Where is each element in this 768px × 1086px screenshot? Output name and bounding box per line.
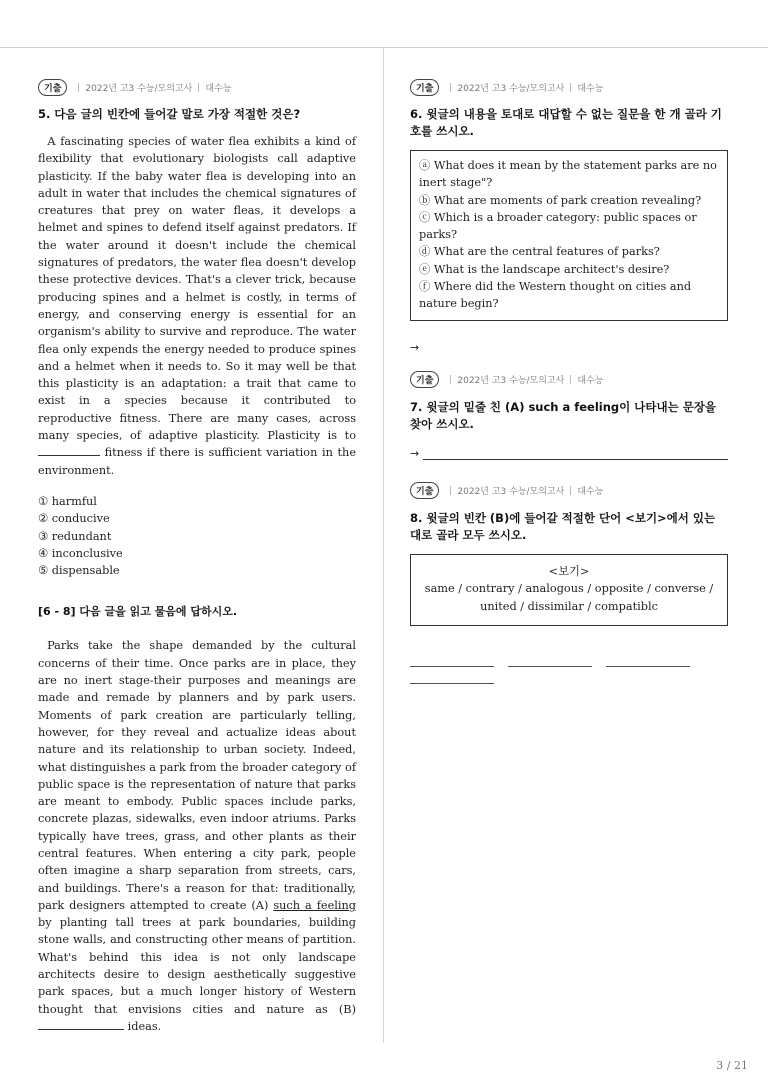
page-number: 3 / 21 [716, 1059, 748, 1072]
q8-title: 8. 윗글의 빈칸 (B)에 들어갈 적절한 단어 <보기>에서 있는 대로 골라 모두 쓰시오. [410, 510, 716, 542]
header-rule [0, 47, 768, 48]
q5-title: 5. 다음 글의 빈칸에 들어갈 말로 가장 적절한 것은? [38, 107, 301, 121]
option-b: ⓑ What are moments of park creation revealing? [419, 193, 702, 207]
q8-tag-row [410, 482, 728, 500]
q6-answer-arrow: → [410, 340, 420, 354]
parks-passage: Parks take the shape demanded by the cultural concerns of their time. Once parks are in place, they are no inert stage-their purposes and meanings are made and remade by planners and by park users. Moments of park creation are particularly telling, however, for they reveal and actualize ideas about nature and its relationship to urban society. Indeed, what distinguishes a park from the broader category of public space is the representation of nature that parks are meant to embody. Public spaces include parks, concrete plazas, sidewalks, even indoor atriums. Parks typically have trees, grass, and other plants as their central features. When entering a city park, people often imagine a sharp separation from streets, cars, and buildings. There's a reason for that: traditionally, park designers attempted to create (A) such a feeling by planting tall trees at park boundaries, building stone walls, and constructing other means of partition. What's behind this idea is not only landscape architects desire to design aesthetically suggestive park spaces, but a much longer history of Western thought that envisions cities and nature as (B) ideas. [38, 639, 356, 1033]
q6-options-box [410, 150, 728, 321]
source-label: 2022년 고3 수능/모의고사 [457, 83, 565, 94]
q5-passage: A fascinating species of water flea exhibits a kind of flexibility that evolutionary biologists call adaptive plasticity. If the baby water flea is developing into an adult in water that includes the chemical signatures of creatures that prey on water fleas, it develops a helmet and spines to defend itself against predators. If the water around it doesn't include the chemical signatures of predators, the water flea doesn't develop these protective devices. That's a clever trick, because producing spines and a helmet is costly, in terms of energy, and conserving energy is essential for an organism's ability to survive and reproduce. The water flea only expends the energy needed to produce spines and a helmet when it needs to. So it may well be that this plasticity is an adaptation: a trait that came to exist in a species because it contributed to reproductive fitness. There are many cases, across many species, of adaptive plasticity. Plasticity is to fitness if there is sufficient variation in the environment. [38, 135, 357, 477]
choice-5: ⑤ dispensable [38, 564, 120, 578]
source-label: 2022년 고3 수능/모의고사 [85, 83, 193, 94]
q7-title: 7. 윗글의 밑줄 친 (A) such a feeling이 나타내는 문장을 찾아 쓰시오. [410, 399, 717, 431]
exam-type-label: 대수능 [205, 83, 232, 94]
q7-answer-line[interactable] [410, 447, 728, 460]
exam-type-label: 대수능 [577, 376, 604, 387]
bogi-words: same / contrary / analogous / opposite / converse / united / dissimilar / compatiblc [424, 582, 714, 613]
badge: 기출 [410, 371, 439, 388]
left-column [38, 78, 356, 1035]
q7-tag-row [410, 371, 728, 389]
blank-b [38, 1018, 124, 1030]
answer-blank[interactable] [410, 656, 494, 667]
bogi-title: <보기> [548, 564, 590, 578]
choice-4: ④ inconclusive [38, 546, 123, 560]
answer-blank[interactable] [410, 673, 494, 684]
choice-1: ① harmful [38, 494, 97, 508]
answer-blank[interactable] [606, 656, 690, 667]
option-a: ⓐ What does it mean by the statement parks are no inert stage"? [419, 159, 717, 190]
choice-2: ② conducive [38, 512, 110, 526]
answer-arrow: → [410, 446, 420, 460]
option-c: ⓒ Which is a broader category: public spaces or parks? [419, 210, 697, 242]
q5-tag-row [38, 78, 356, 96]
q6-title: 6. 윗글의 내용을 토대로 대답할 수 없는 질문을 한 개 골라 기호를 쓰시오. [410, 107, 722, 138]
source-label: 2022년 고3 수능/모의고사 [457, 376, 565, 387]
badge: 기출 [410, 482, 439, 499]
exam-type-label: 대수능 [577, 83, 604, 94]
badge: 기출 [38, 79, 67, 96]
exam-type-label: 대수능 [577, 487, 604, 498]
choice-3: ③ redundant [38, 529, 112, 543]
source-label: 2022년 고3 수능/모의고사 [457, 487, 565, 498]
column-divider [383, 48, 384, 1043]
option-f: ⓕ Where did the Western thought on cities and nature begin? [419, 280, 692, 311]
group-title: [6 - 8] 다음 글을 읽고 물음에 답하시오. [38, 605, 238, 619]
q5-blank [38, 444, 100, 456]
right-column [410, 78, 728, 684]
underlined-phrase-a: such a feeling [273, 898, 356, 912]
q8-answer-blanks [410, 656, 728, 684]
bogi-box [410, 554, 728, 627]
option-e: ⓔ What is the landscape architect's desire? [419, 262, 670, 276]
badge: 기출 [410, 79, 439, 96]
option-d: ⓓ What are the central features of parks? [419, 245, 660, 259]
q6-tag-row [410, 78, 728, 96]
answer-blank[interactable] [508, 656, 592, 667]
q5-choices [38, 493, 356, 579]
